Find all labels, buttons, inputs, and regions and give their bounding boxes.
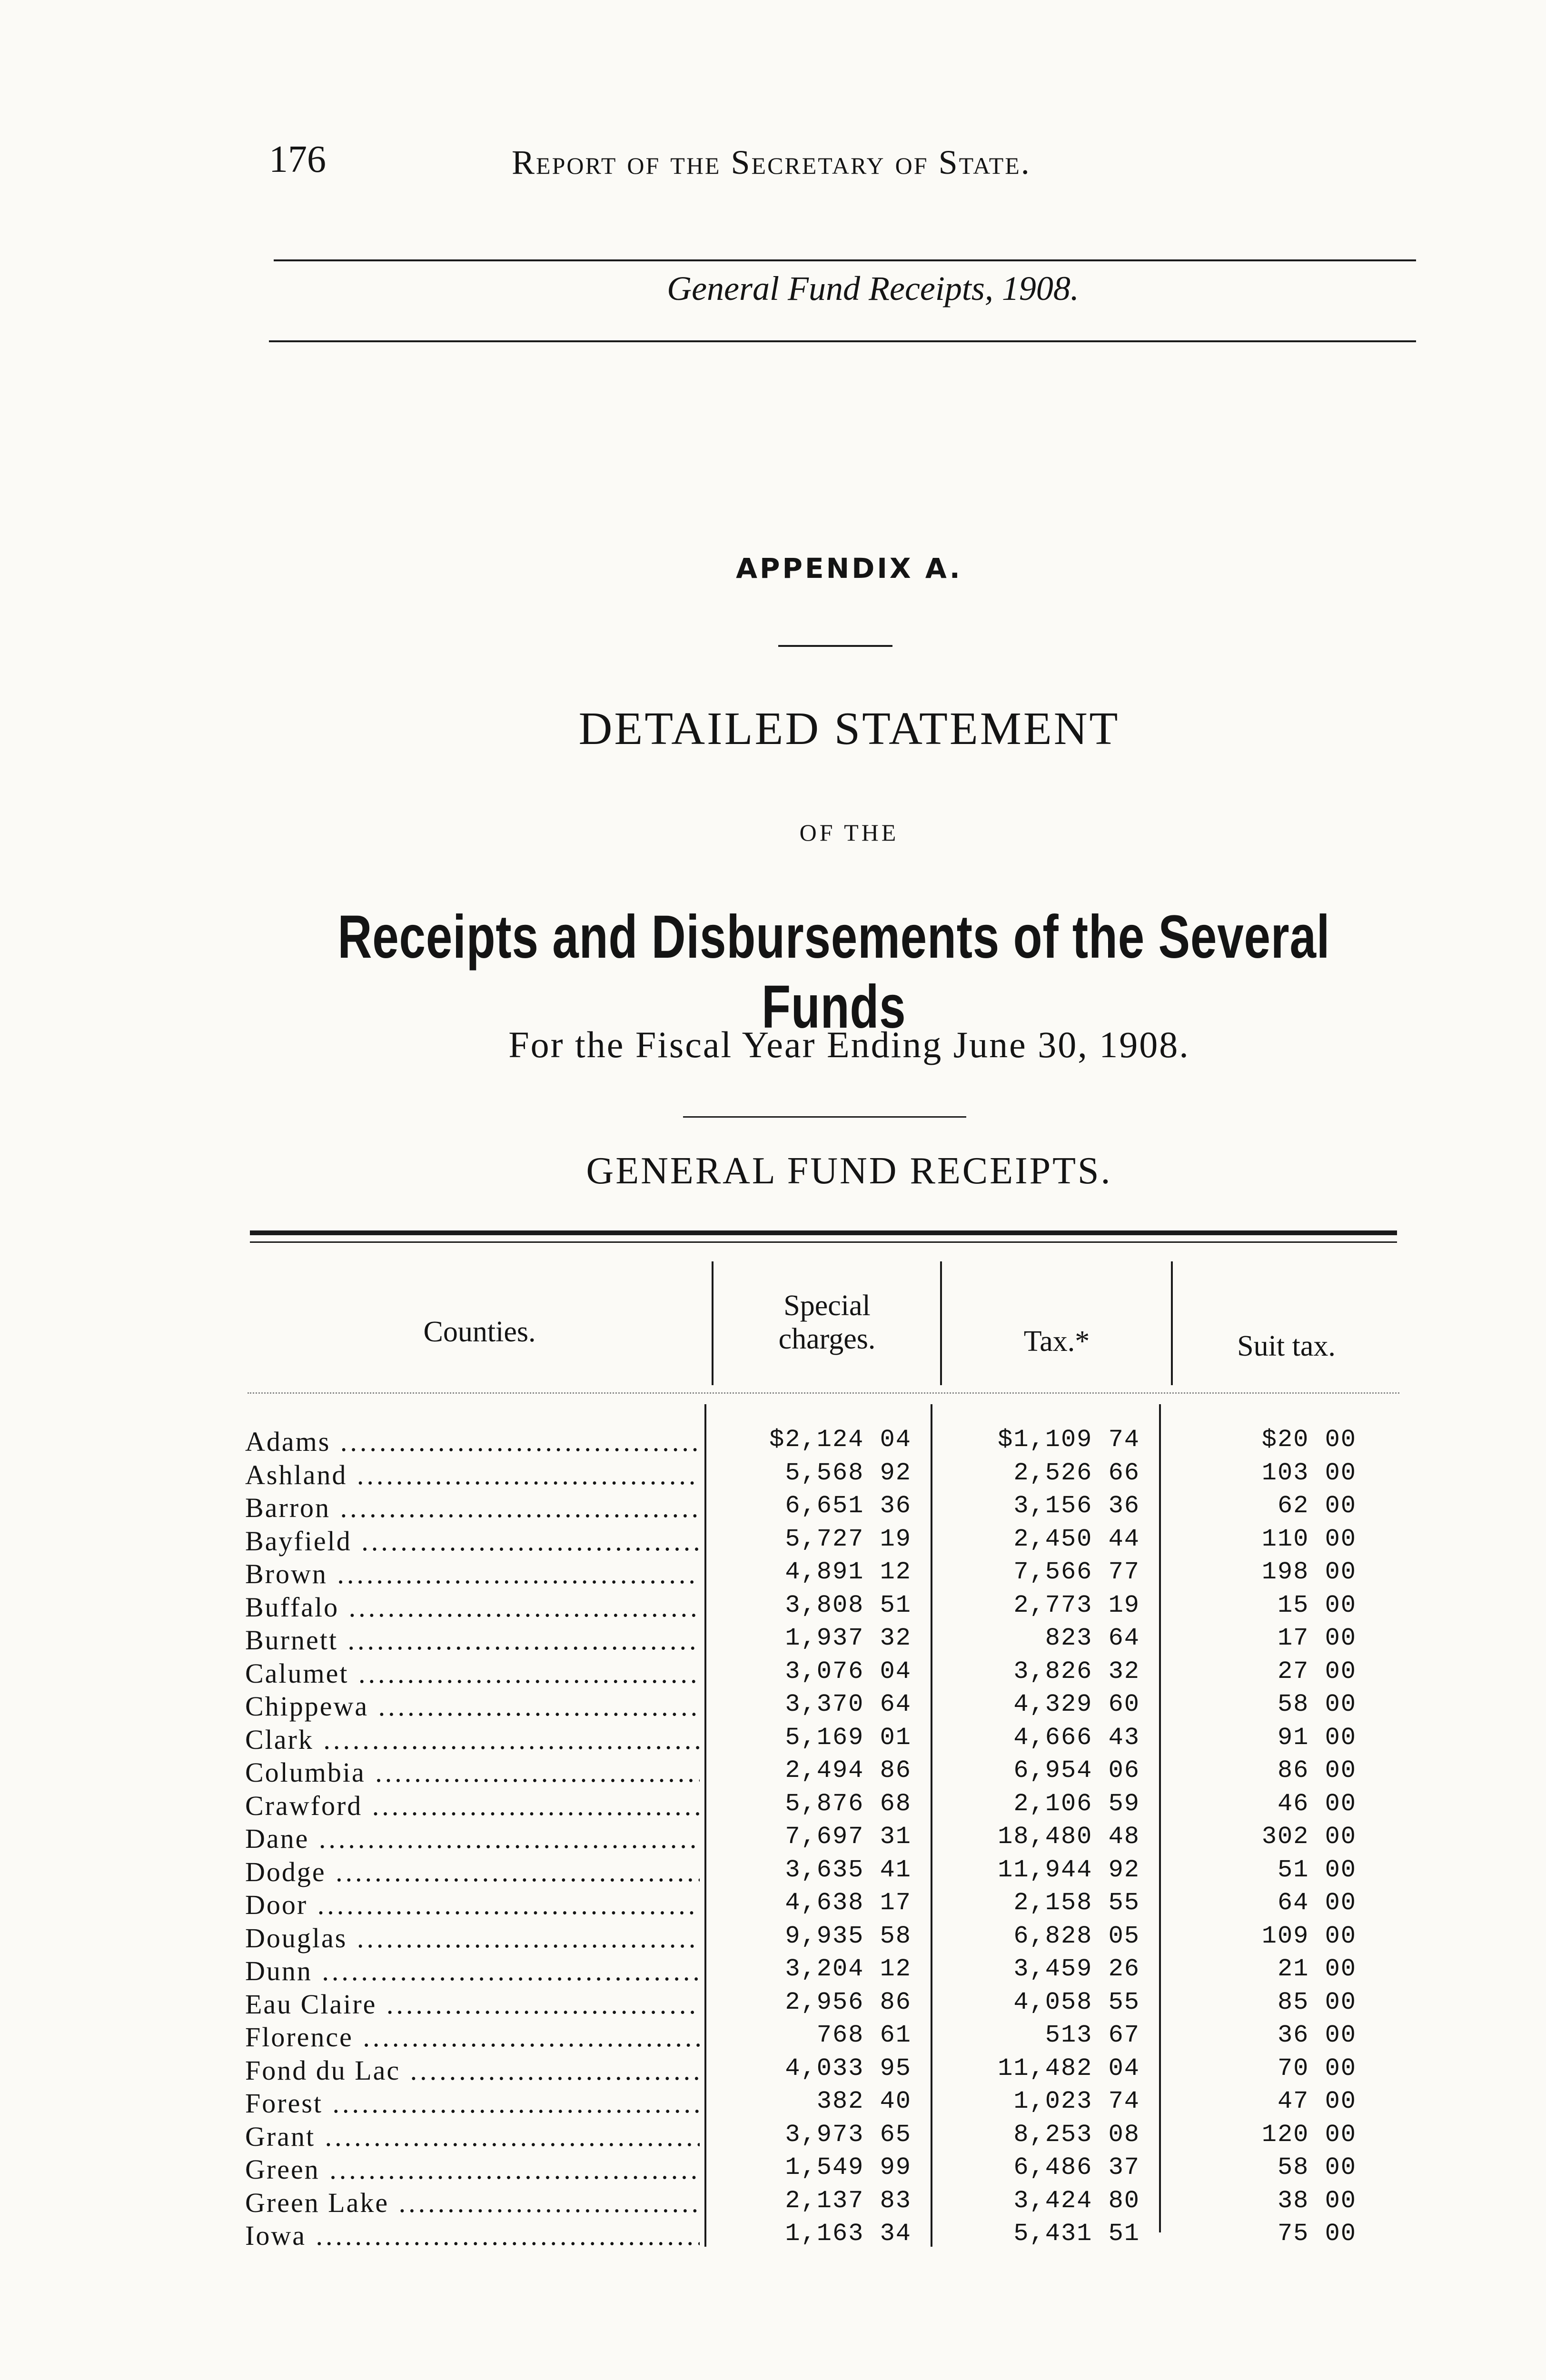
suit-tax-cell: $20 00 [1261,1426,1357,1454]
suit-tax-cell: 17 00 [1277,1624,1357,1652]
special-charges-cell: 5,169 01 [785,1723,912,1752]
column-header-tax: Tax.* [1023,1325,1090,1358]
column-header-counties: Counties. [423,1316,536,1348]
suit-tax-cell: 51 00 [1277,1855,1357,1884]
suit-tax-cell: 75 00 [1277,2220,1357,2248]
table-row [0,1823,1546,1856]
column-header-special-1: Special [783,1289,871,1322]
special-charges-cell: 5,876 68 [785,1789,912,1818]
running-title: Report of the Secretary of State. [512,143,1031,181]
special-charges-cell: 3,635 41 [785,1855,912,1884]
suit-tax-cell: 58 00 [1277,1690,1357,1718]
table-rule-thick [250,1230,1397,1235]
special-charges-cell: 3,370 64 [785,1690,912,1718]
header-rule-bottom [269,340,1416,342]
table-row [0,2153,1546,2187]
appendix-heading: APPENDIX A. [736,552,962,585]
column-divider [940,1261,942,1385]
county-cell: Grant ..... [245,2121,700,2152]
tax-cell: 5,431 51 [1013,2220,1140,2248]
table-row [0,1459,1546,1492]
detailed-statement-heading: DETAILED STATEMENT [578,703,1120,754]
table-row [0,1790,1546,1823]
table-row [0,1690,1546,1724]
special-charges-cell: 7,697 31 [785,1823,912,1851]
county-cell: Florence ..... [245,2021,700,2053]
tax-cell: 4,058 55 [1013,1988,1140,2016]
suit-tax-cell: 46 00 [1277,1789,1357,1818]
suit-tax-cell: 110 00 [1261,1525,1357,1553]
suit-tax-cell: 302 00 [1261,1823,1357,1851]
special-charges-cell: 768 61 [816,2021,912,2049]
tax-cell: 11,482 04 [998,2054,1140,2082]
county-cell: Bayfield ..... [245,1525,700,1557]
county-cell: Calumet ..... [245,1657,700,1689]
table-row [0,1724,1546,1757]
short-rule [778,645,892,647]
suit-tax-cell: 91 00 [1277,1723,1357,1752]
suit-tax-cell: 64 00 [1277,1889,1357,1917]
special-charges-cell: 4,638 17 [785,1889,912,1917]
table-row [0,1988,1546,2022]
county-cell: Door ..... [245,1889,700,1921]
county-cell: Buffalo ..... [245,1591,700,1623]
table-row [0,1558,1546,1591]
page-number: 176 [269,139,326,180]
county-cell: Adams ..... [245,1426,700,1458]
county-cell: Dodge ..... [245,1856,700,1888]
table-row [0,1426,1546,1459]
column-divider [712,1261,714,1385]
fiscal-year-line: For the Fiscal Year Ending June 30, 1908. [508,1024,1190,1065]
suit-tax-cell: 120 00 [1261,2120,1357,2149]
county-cell: Dane ..... [245,1823,700,1854]
tax-cell: $1,109 74 [998,1426,1140,1454]
table-row [0,1922,1546,1955]
special-charges-cell: 5,727 19 [785,1525,912,1553]
tax-cell: 11,944 92 [998,1855,1140,1884]
suit-tax-cell: 15 00 [1277,1591,1357,1619]
tax-cell: 3,424 80 [1013,2186,1140,2215]
county-cell: Green Lake ..... [245,2187,700,2219]
main-title: Receipts and Disbursements of the Several Funds [337,903,1330,1041]
tax-cell: 8,253 08 [1013,2120,1140,2149]
column-header-suit-tax: Suit tax. [1237,1330,1336,1362]
special-charges-cell: $2,124 04 [769,1426,912,1454]
suit-tax-cell: 70 00 [1277,2054,1357,2082]
special-charges-cell: 3,076 04 [785,1657,912,1686]
of-the-heading: OF THE [799,819,899,846]
tax-cell: 2,158 55 [1013,1889,1140,1917]
table-row [0,1624,1546,1657]
suit-tax-cell: 85 00 [1277,1988,1357,2016]
special-charges-cell: 5,568 92 [785,1458,912,1487]
tax-cell: 3,459 26 [1013,1955,1140,1983]
table-row [0,1492,1546,1525]
county-cell: Ashland ..... [245,1459,700,1491]
table-row [0,2220,1546,2253]
special-charges-cell: 6,651 36 [785,1492,912,1520]
suit-tax-cell: 38 00 [1277,2186,1357,2215]
suit-tax-cell: 103 00 [1261,1458,1357,1487]
tax-cell: 6,828 05 [1013,1922,1140,1950]
county-cell: Burnett ..... [245,1624,700,1656]
table-row [0,2021,1546,2054]
tax-cell: 18,480 48 [998,1823,1140,1851]
county-cell: Green ..... [245,2153,700,2185]
county-cell: Eau Claire ..... [245,1988,700,2020]
table-title: GENERAL FUND RECEIPTS. [586,1150,1112,1192]
county-cell: Chippewa ..... [245,1690,700,1722]
county-cell: Fond du Lac ..... [245,2054,700,2086]
suit-tax-cell: 27 00 [1277,1657,1357,1686]
table-row [0,1955,1546,1988]
table-rule-thin [250,1241,1397,1243]
table-row [0,1856,1546,1889]
county-cell: Douglas ..... [245,1922,700,1954]
suit-tax-cell: 86 00 [1277,1756,1357,1785]
county-cell: Forest ..... [245,2087,700,2119]
special-charges-cell: 9,935 58 [785,1922,912,1950]
special-charges-cell: 1,163 34 [785,2220,912,2248]
special-charges-cell: 382 40 [816,2087,912,2115]
suit-tax-cell: 198 00 [1261,1558,1357,1586]
county-cell: Brown ..... [245,1558,700,1590]
tax-cell: 2,773 19 [1013,1591,1140,1619]
county-cell: Columbia ..... [245,1756,700,1788]
special-charges-cell: 1,549 99 [785,2153,912,2182]
tax-cell: 823 64 [1045,1624,1140,1652]
special-charges-cell: 2,494 86 [785,1756,912,1785]
special-charges-cell: 1,937 32 [785,1624,912,1652]
county-cell: Dunn ..... [245,1955,700,1987]
table-row [0,2121,1546,2154]
tax-cell: 513 67 [1045,2021,1140,2049]
special-charges-cell: 3,808 51 [785,1591,912,1619]
county-cell: Iowa ..... [245,2220,700,2251]
special-charges-cell: 3,204 12 [785,1955,912,1983]
tax-cell: 3,156 36 [1013,1492,1140,1520]
special-charges-cell: 2,956 86 [785,1988,912,2016]
table-row [0,1889,1546,1922]
section-title: General Fund Receipts, 1908. [667,269,1079,307]
column-divider [1171,1261,1173,1385]
suit-tax-cell: 62 00 [1277,1492,1357,1520]
tax-cell: 6,486 37 [1013,2153,1140,2182]
header-rule-top [274,259,1416,261]
table-row [0,1591,1546,1625]
table-row [0,1756,1546,1790]
table-row [0,1657,1546,1691]
county-cell: Clark ..... [245,1724,700,1755]
suit-tax-cell: 47 00 [1277,2087,1357,2115]
special-charges-cell: 3,973 65 [785,2120,912,2149]
special-charges-cell: 2,137 83 [785,2186,912,2215]
suit-tax-cell: 58 00 [1277,2153,1357,2182]
county-cell: Crawford ..... [245,1790,700,1822]
tax-cell: 7,566 77 [1013,1558,1140,1586]
tax-cell: 4,666 43 [1013,1723,1140,1752]
header-separator [248,1392,1399,1394]
table-row [0,2054,1546,2088]
short-rule-2 [683,1116,966,1118]
suit-tax-cell: 21 00 [1277,1955,1357,1983]
suit-tax-cell: 36 00 [1277,2021,1357,2049]
table-row [0,2187,1546,2220]
tax-cell: 2,526 66 [1013,1458,1140,1487]
tax-cell: 6,954 06 [1013,1756,1140,1785]
table-row [0,1525,1546,1558]
table-row [0,2087,1546,2121]
tax-cell: 2,450 44 [1013,1525,1140,1553]
suit-tax-cell: 109 00 [1261,1922,1357,1950]
tax-cell: 3,826 32 [1013,1657,1140,1686]
column-header-special-2: charges. [778,1323,876,1355]
special-charges-cell: 4,033 95 [785,2054,912,2082]
county-cell: Barron ..... [245,1492,700,1524]
special-charges-cell: 4,891 12 [785,1558,912,1586]
tax-cell: 1,023 74 [1013,2087,1140,2115]
tax-cell: 2,106 59 [1013,1789,1140,1818]
tax-cell: 4,329 60 [1013,1690,1140,1718]
